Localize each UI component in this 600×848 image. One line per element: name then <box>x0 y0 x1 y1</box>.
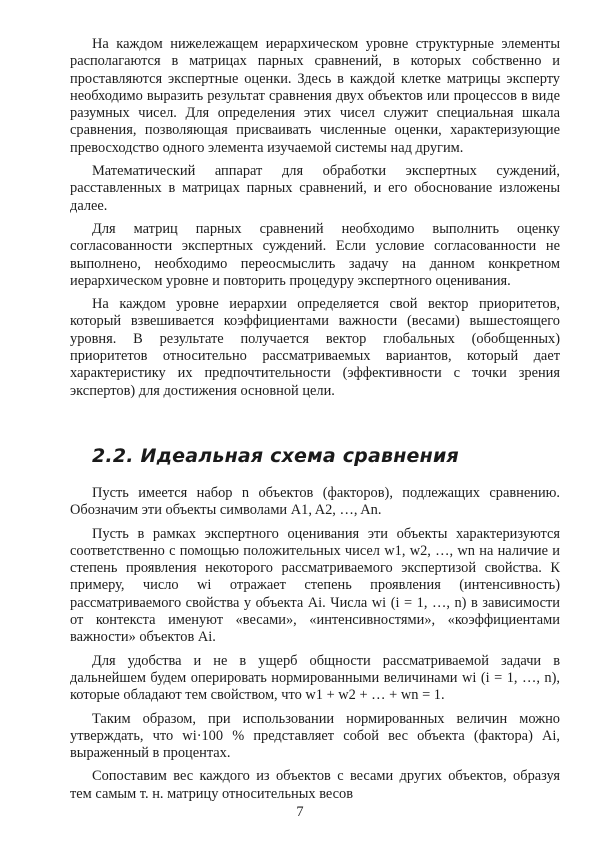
paragraph-2: Математический аппарат для обработки экспертных суждений, расставленных в матрицах парных сравнений, и его обоснование изложены далее. <box>70 163 560 214</box>
section-heading: 2.2. Идеальная схема сравнения <box>92 445 459 467</box>
paragraph-1: На каждом нижележащем иерархическом уровне структурные элементы располагаются в матрицах парных сравнений, в которых собственно и проставляются экспертные оценки. Здесь в каждой клетке матрицы эксперту необходимо выразить результат сравнения двух объектов или процессов в виде разумных чисел. Для определения этих чисел служит специальная шкала сравнения, позволяющая присваивать численные оценки, характеризующие превосходство одного элемента изучаемой системы над другим. <box>70 36 560 156</box>
paragraph-6: Пусть в рамках экспертного оценивания эти объекты характеризуются соответственно с помощью положительных чисел w1, w2, …, wn на наличие и степень проявления некоторого рассматриваемого экспертизой свойства. К примеру, число wi отражает степень проявления (интенсивность) рассматриваемого свойства у объекта Ai. Числа wi (i = 1, …, n) в зависимости от контекста именуют «весами», «интенсивностями», «коэффициентами важности» объектов Ai. <box>70 525 560 646</box>
paragraph-4: На каждом уровне иерархии определяется свой вектор приоритетов, который взвешивается коэффициентами важности (весами) вышестоящего уровня. В результате получается вектор глобальных (обобщенных) приоритетов относительно рассматриваемых вариантов, который дает характеристику их предпочтительности (эффективности с точки зрения экспертов) для достижения основной цели. <box>70 296 560 399</box>
page-number: 7 <box>296 804 304 820</box>
paragraph-7: Для удобства и не в ущерб общности рассматриваемой задачи в дальнейшем будем оперировать нормированными величинами wi (i = 1, …, n), которые обладают тем свойством, что w1 + w2 + … + wn = 1. <box>70 652 560 704</box>
paragraph-9: Сопоставим вес каждого из объектов с весами других объектов, образуя тем самым т. н. матрицу относительных весов <box>70 768 560 802</box>
section-text-block <box>70 485 560 809</box>
paragraph-8: Таким образом, при использовании нормированных величин можно утверждать, что wi·100 % представляет собой вес объекта (фактора) Ai, выраженный в процентах. <box>70 710 560 762</box>
intro-text-block <box>70 36 560 406</box>
paragraph-3: Для матриц парных сравнений необходимо выполнить оценку согласованности экспертных суждений. Если условие согласованности не выполнено, необходимо переосмыслить задачу на данном конкретном иерархическом уровне и повторить процедуру экспертного оценивания. <box>70 220 560 289</box>
paragraph-5: Пусть имеется набор n объектов (факторов), подлежащих сравнению. Обозначим эти объекты символами A1, A2, …, An. <box>70 485 560 519</box>
